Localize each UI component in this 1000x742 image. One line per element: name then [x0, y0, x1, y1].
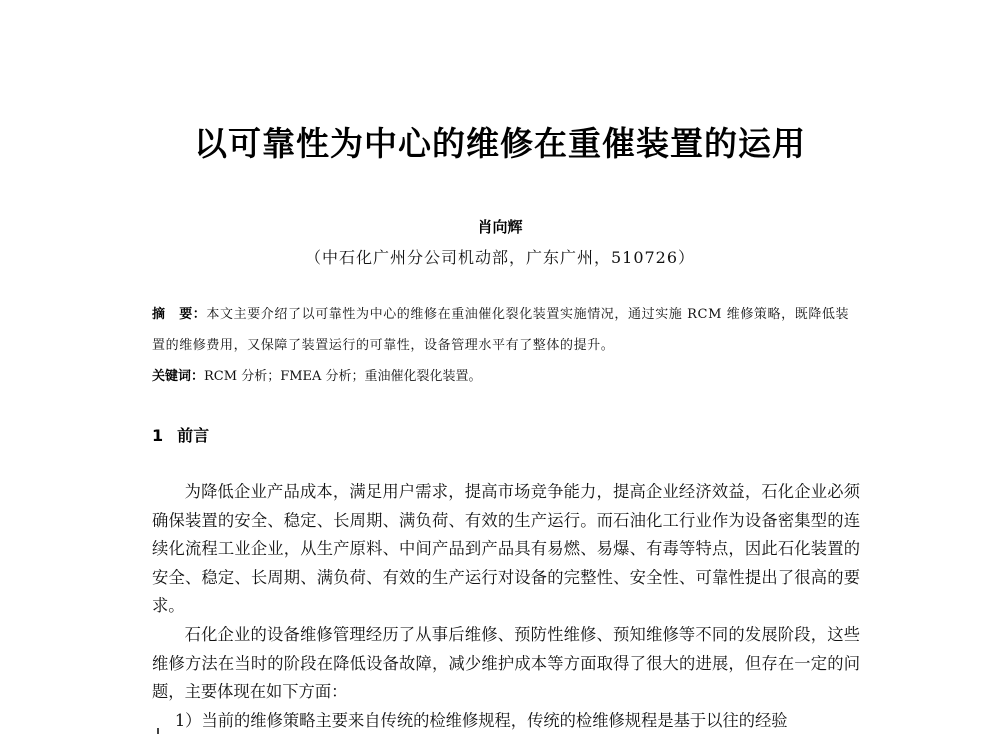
section-number: 1 [152, 426, 164, 445]
keywords-text: RCM 分析；FMEA 分析；重油催化裂化装置。 [204, 369, 482, 384]
paper-title: 以可靠性为中心的维修在重催装置的运用 [194, 124, 806, 163]
keywords [152, 361, 862, 392]
section-heading [152, 423, 209, 446]
author-affiliation: （中石化广州分公司机动部，广东广州，510726） [304, 248, 696, 267]
keywords-label: 关键词： [152, 369, 205, 384]
list-item: 1）当前的维修策略主要来自传统的检维修规程，传统的检维修规程是基于以往的经验 [174, 710, 788, 730]
section-title: 前言 [177, 426, 210, 445]
scan-mark [157, 728, 159, 734]
abstract [152, 299, 862, 361]
abstract-label: 摘 要： [152, 307, 207, 322]
paragraph: 石化企业的设备维修管理经历了从事后维修、预防性维修、预知维修等不同的发展阶段，这些维修方法在当时的阶段在降低设备故障，减少维护成本等方面取得了很大的进展，但存在一定的问题，主要体现在如下方面： [152, 624, 860, 702]
abstract-text: 本文主要介绍了以可靠性为中心的维修在重油催化裂化装置实施情况，通过实施 RCM 维修策略，既降低装置的维修费用，又保障了装置运行的可靠性，设备管理水平有了整体的提升。 [152, 307, 850, 353]
author-name: 肖向辉 [477, 218, 523, 236]
body-text [152, 478, 860, 735]
paragraph: 为降低企业产品成本，满足用户需求，提高市场竞争能力，提高企业经济效益，石化企业必须确保装置的安全、稳定、长周期、满负荷、有效的生产运行。而石油化工行业作为设备密集型的连续化流程工业企业，从生产原料、中间产品到产品具有易燃、易爆、有毒等特点，因此石化装置的安全、稳定、长周期、满负荷、有效的生产运行对设备的完整性、安全性、可靠性提出了很高的要求。 [152, 482, 860, 616]
